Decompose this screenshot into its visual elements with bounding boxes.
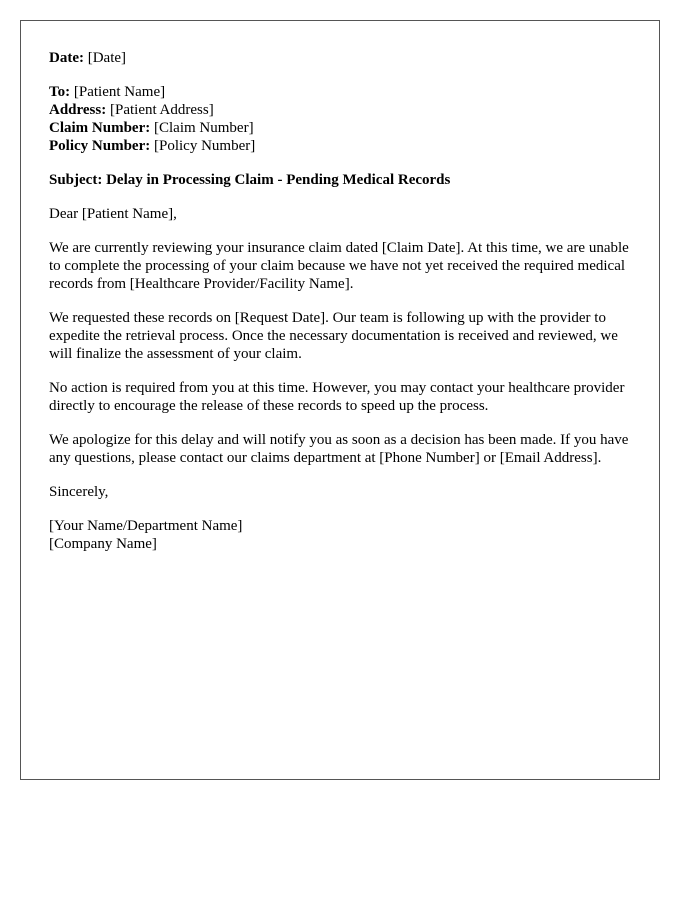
body-paragraph-3: No action is required from you at this time. However, you may contact your healthcare provider directly to encourage the release of these records to speed up the process.: [49, 380, 625, 414]
to-line: [49, 83, 631, 101]
body-paragraph-4: We apologize for this delay and will notify you as soon as a decision has been made. If you have any questions, please contact our claims department at [Phone Number] or [Email Address].: [49, 432, 629, 466]
signature-company: [Company Name]: [49, 536, 157, 552]
address-value: [Patient Address]: [109, 102, 214, 118]
date-line: [49, 49, 631, 67]
date-label: Date:: [49, 50, 84, 66]
body-paragraph-2: We requested these records on [Request Date]. Our team is following up with the provider to expedite the retrieval process. Once the necessary documentation is received and reviewed, we will finalize the assessment of your claim.: [49, 310, 618, 362]
address-line: [49, 101, 631, 119]
to-label: To:: [49, 84, 71, 100]
letter-page: [20, 20, 660, 780]
subject-line: Subject: Delay in Processing Claim - Pending Medical Records: [49, 172, 451, 188]
address-label: Address:: [49, 102, 107, 118]
claim-number-label: Claim Number:: [49, 120, 151, 136]
policy-number-value: [Policy Number]: [153, 138, 256, 154]
to-value: [Patient Name]: [73, 84, 166, 100]
policy-number-label: Policy Number:: [49, 138, 151, 154]
claim-number-line: [49, 119, 631, 137]
signature-name: [Your Name/Department Name]: [49, 518, 243, 534]
claim-number-value: [Claim Number]: [154, 120, 254, 136]
salutation: Dear [Patient Name],: [49, 206, 177, 222]
date-value: [Date]: [87, 50, 127, 66]
signature-block: [49, 517, 631, 553]
body-paragraph-1: We are currently reviewing your insurance claim dated [Claim Date]. At this time, we are unable to complete the processing of your claim because we have not yet received the required medical records from [Healthcare Provider/Facility Name].: [49, 240, 629, 292]
recipient-block: [49, 83, 631, 155]
policy-number-line: [49, 137, 631, 155]
closing: Sincerely,: [49, 484, 109, 500]
